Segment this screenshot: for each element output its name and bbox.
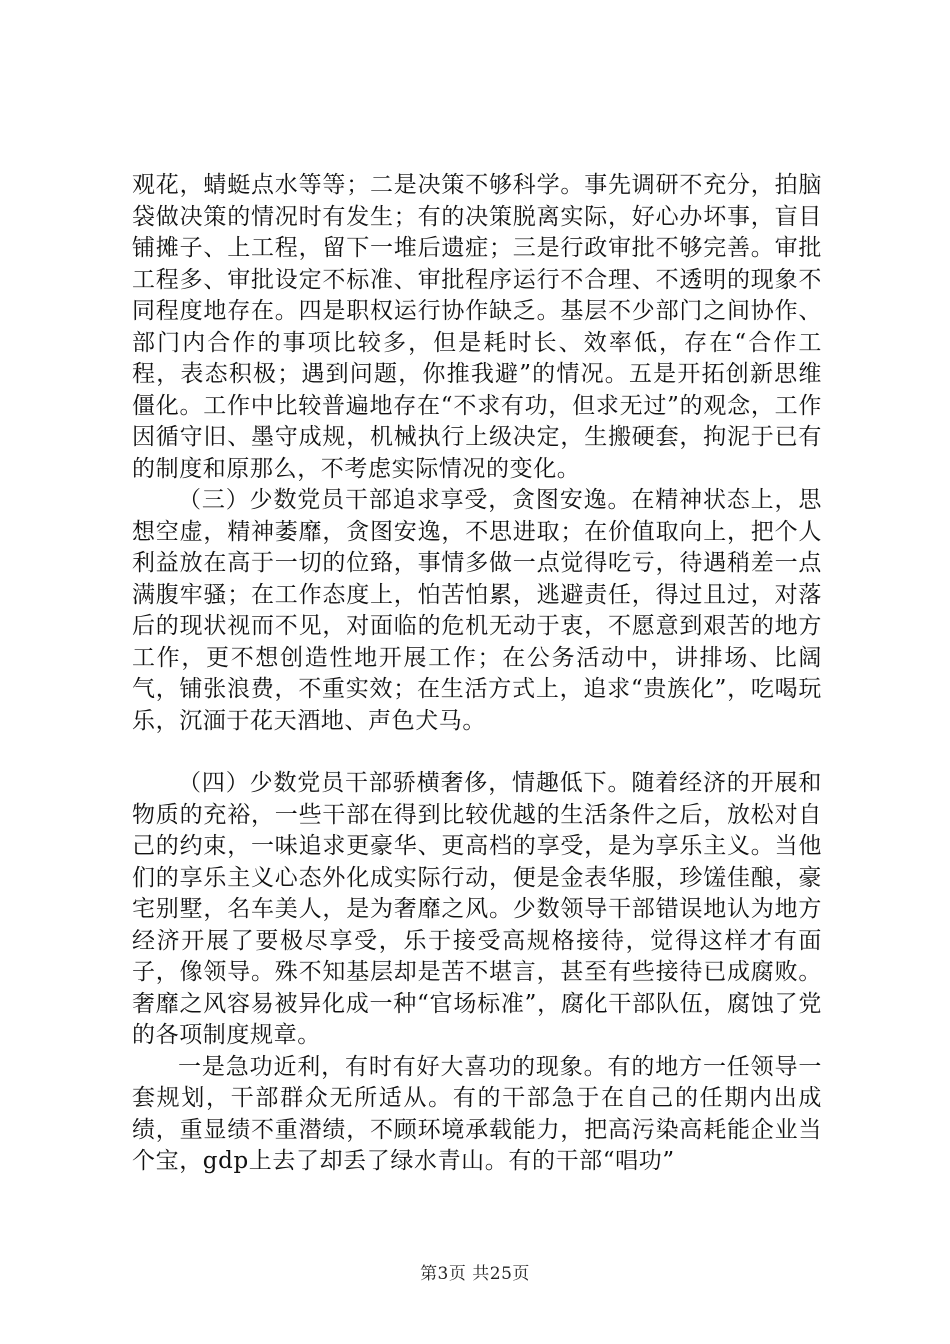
paragraph-section-four: （四）少数党员干部骄横奢侈，情趣低下。随着经济的开展和物质的充裕，一些干部在得到比较优越的生活条件之后，放松对自己的约束，一味追求更豪华、更高档的享受，是为享乐主义。当他们的享乐主义心态外化成实际行动，便是金表华服，珍馐佳酿，豪宅别墅，名车美人，是为奢靡之风。少数领导干部错误地认为地方经济开展了要极尽享受，乐于接受高规格接待，觉得这样才有面子，像领导。殊不知基层却是苦不堪言，甚至有些接待已成腐败。奢靡之风容易被异化成一种“官场标准”，腐化干部队伍，腐蚀了党的各项制度规章。 (132, 770, 822, 1048)
paragraph-section-three: （三）少数党员干部追求享受，贪图安逸。在精神状态上，思想空虚，精神萎靡，贪图安逸，不思进取；在价值取向上，把个人利益放在高于一切的位臵，事情多做一点觉得吃亏，待遇稍差一点满腹牢骚；在工作态度上，怕苦怕累，逃避责任，得过且过，对落后的现状视而不见，对面临的危机无动于衷，不愿意到艰苦的地方工作，更不想创造性地开展工作；在公务活动中，讲排场、比阔气，铺张浪费，不重实效；在生活方式上，追求“贵族化”，吃喝玩乐，沉湎于花天酒地、声色犬马。 (132, 487, 822, 734)
page-number-footer: 第3页 共25页 (420, 1264, 530, 1284)
paragraph-point-one: 一是急功近利，有时有好大喜功的现象。有的地方一任领导一套规划，干部群众无所适从。有的干部急于在自己的任期内出成绩，重显绩不重潜绩，不顾环境承载能力，把高污染高耗能企业当个宝，gdp上去了却丢了绿水青山。有的干部“唱功” (132, 1053, 822, 1174)
paragraph-continuation: 观花，蜻蜓点水等等；二是决策不够科学。事先调研不充分，拍脑袋做决策的情况时有发生；有的决策脱离实际，好心办坏事，盲目铺摊子、上工程，留下一堆后遗症；三是行政审批不够完善。审批工程多、审批设定不标准、审批程序运行不合理、不透明的现象不同程度地存在。四是职权运行协作缺乏。基层不少部门之间协作、部门内合作的事项比较多，但是耗时长、效率低，存在“合作工程，表态积极；遇到问题，你推我避”的情况。五是开拓创新思维僵化。工作中比较普遍地存在“不求有功，但求无过”的观念，工作因循守旧、墨守成规，机械执行上级决定，生搬硬套，拘泥于已有的制度和原那么，不考虑实际情况的变化。 (132, 172, 822, 482)
document-body (132, 170, 822, 1178)
